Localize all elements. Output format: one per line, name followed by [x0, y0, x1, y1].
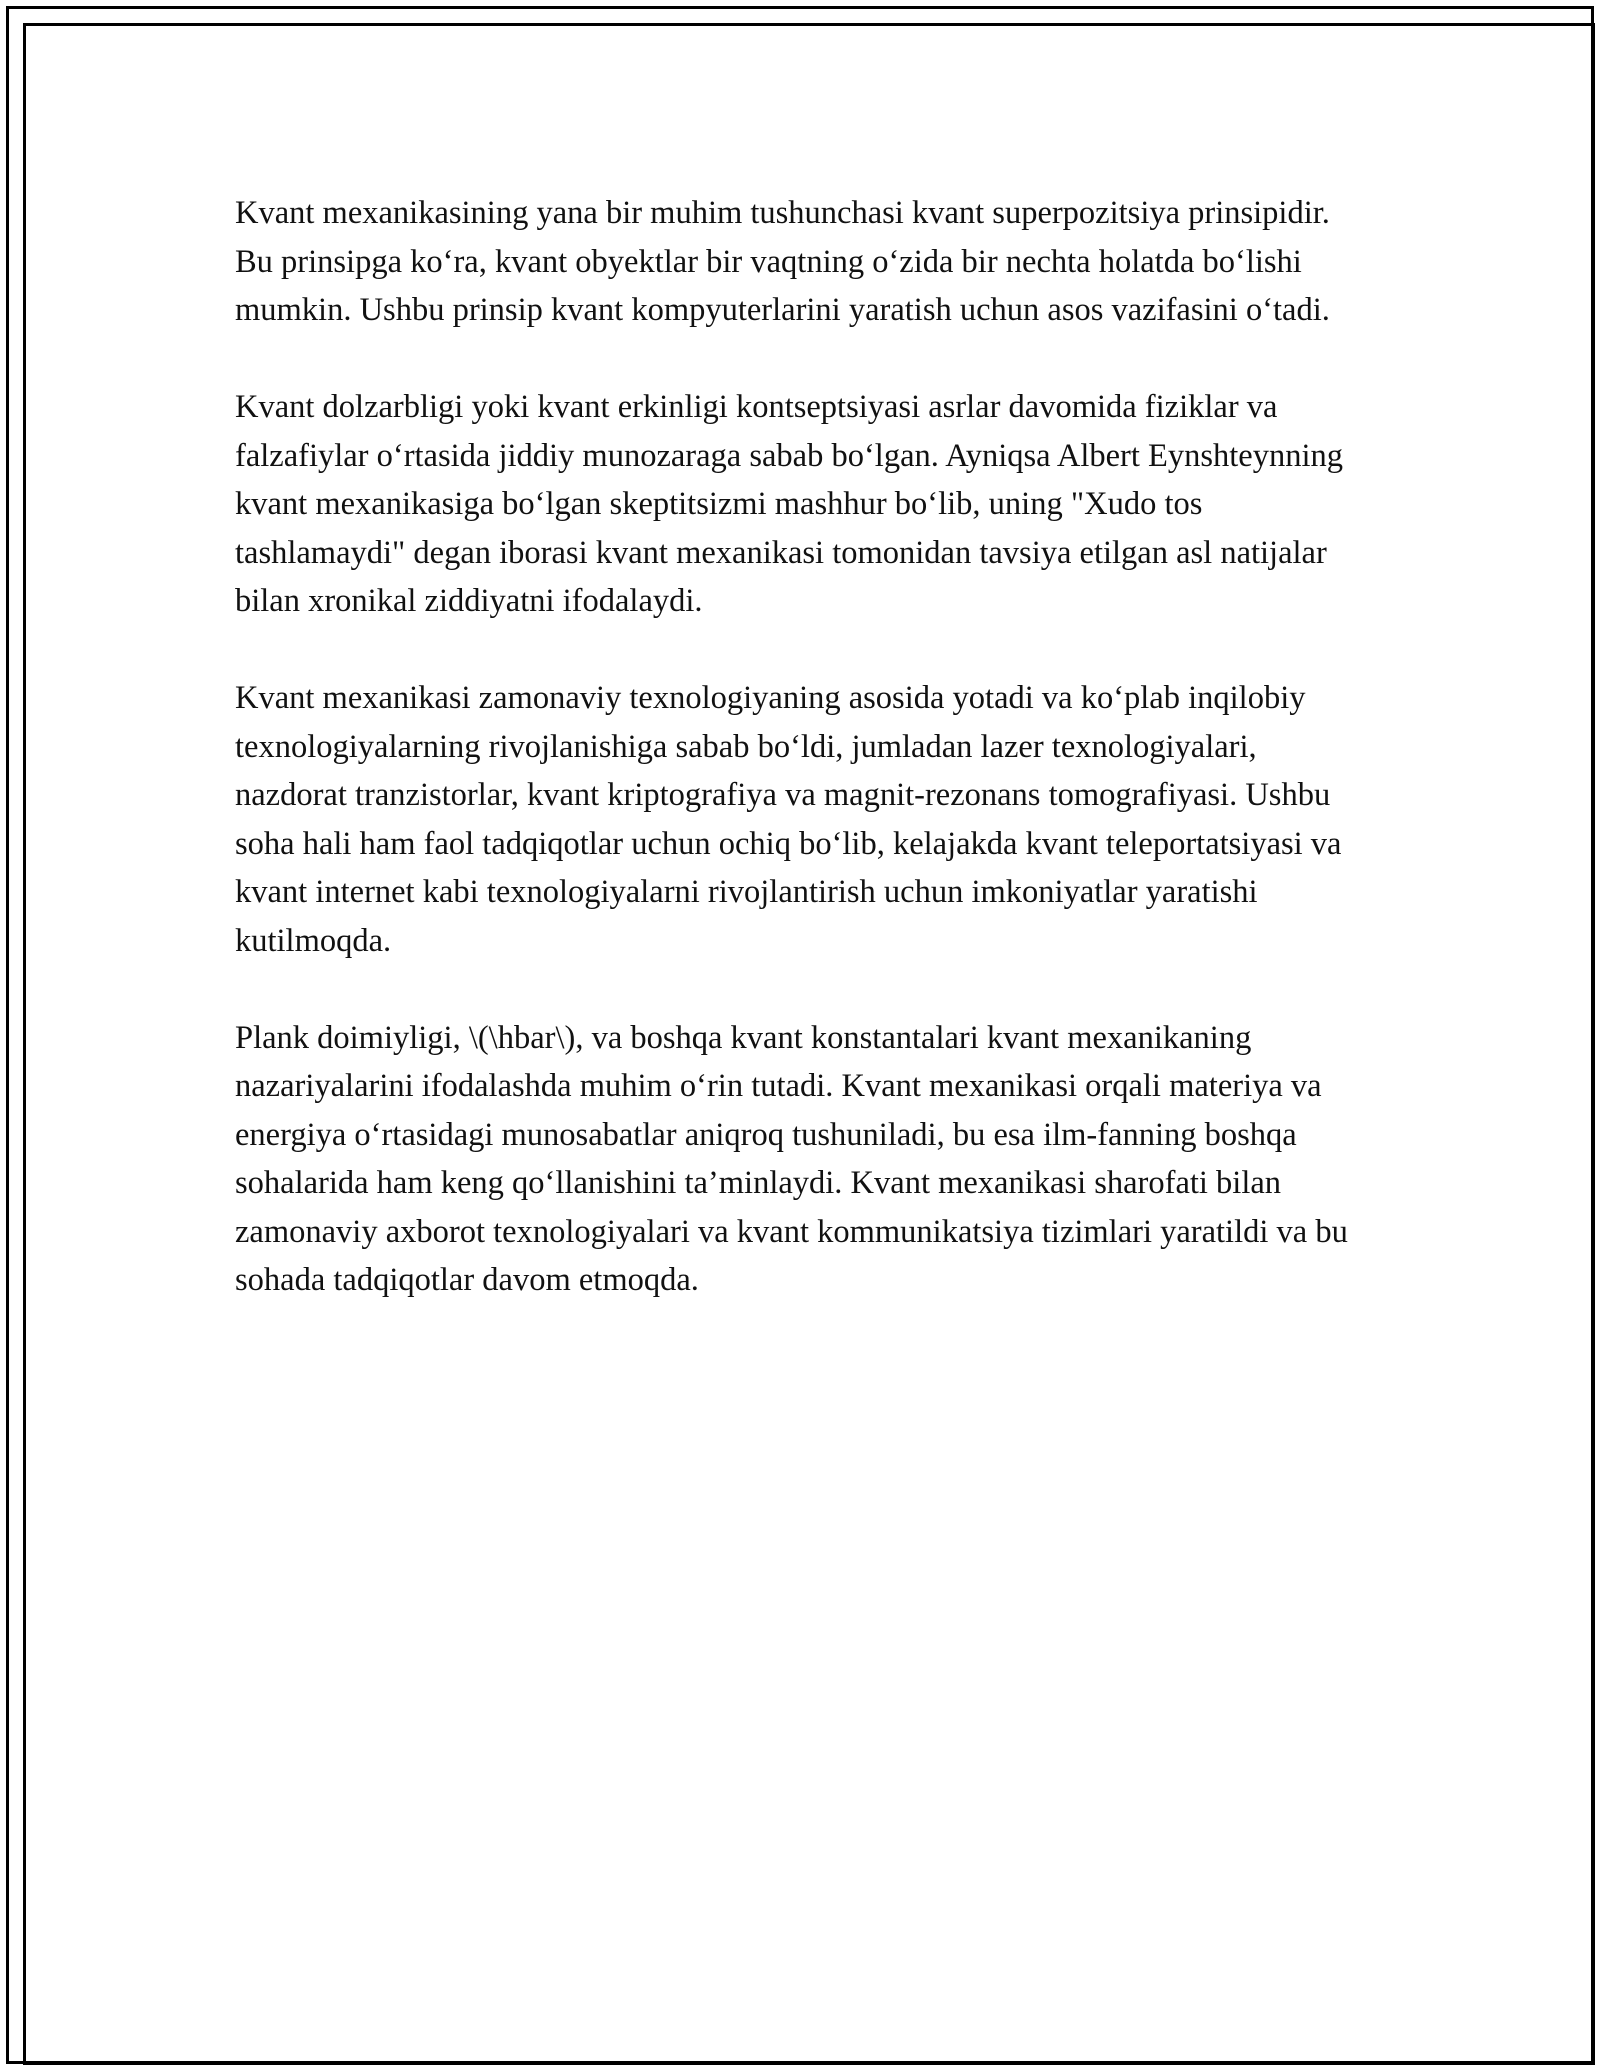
paragraph-technology: Kvant mexanikasi zamonaviy texnologiyaning asosida yotadi va koʻplab inqilobiy texnologiyalarning rivojlanishiga sabab boʻldi, jumladan lazer texnologiyalari, nazdorat tranzistorlar, kvant kriptografiya va magnit-rezonans tomografiyasi. Ushbu soha hali ham faol tadqiqotlar uchun ochiq boʻlib, kelajakda kvant teleportatsiyasi va kvant internet kabi texnologiyalarni rivojlantirish uchun imkoniyatlar yaratishi kutilmoqda. — [235, 680, 1342, 959]
paragraph-superposition: Kvant mexanikasining yana bir muhim tushunchasi kvant superpozitsiya prinsipidir. Bu prinsipga koʻra, kvant obyektlar bir vaqtning oʻzida bir nechta holatda boʻlishi mumkin. Ushbu prinsip kvant kompyuterlarini yaratish uchun asos vazifasini oʻtadi. — [235, 195, 1330, 328]
document-body — [235, 189, 1355, 1353]
paragraph-einstein-skepticism: Kvant dolzarbligi yoki kvant erkinligi kontseptsiyasi asrlar davomida fiziklar va falzafiylar oʻrtasida jiddiy munozaraga sabab boʻlgan. Ayniqsa Albert Eynshteynning kvant mexanikasiga boʻlgan skeptitsizmi mashhur boʻlib, uning "Xudo tos tashlamaydi" degan iborasi kvant mexanikasi tomonidan tavsiya etilgan asl natijalar bilan xronikal ziddiyatni ifodalaydi. — [235, 389, 1344, 619]
paragraph-planck-constant: Plank doimiyligi, \(\hbar\), va boshqa kvant konstantalari kvant mexanikaning nazariyalarini ifodalashda muhim oʻrin tutadi. Kvant mexanikasi orqali materiya va energiya oʻrtasidagi munosabatlar aniqroq tushuniladi, bu esa ilm-fanning boshqa sohalarida ham keng qoʻllanishini ta’minlaydi. Kvant mexanikasi sharofati bilan zamonaviy axborot texnologiyalari va kvant kommunikatsiya tizimlari yaratildi va bu sohada tadqiqotlar davom etmoqda. — [235, 1019, 1348, 1298]
